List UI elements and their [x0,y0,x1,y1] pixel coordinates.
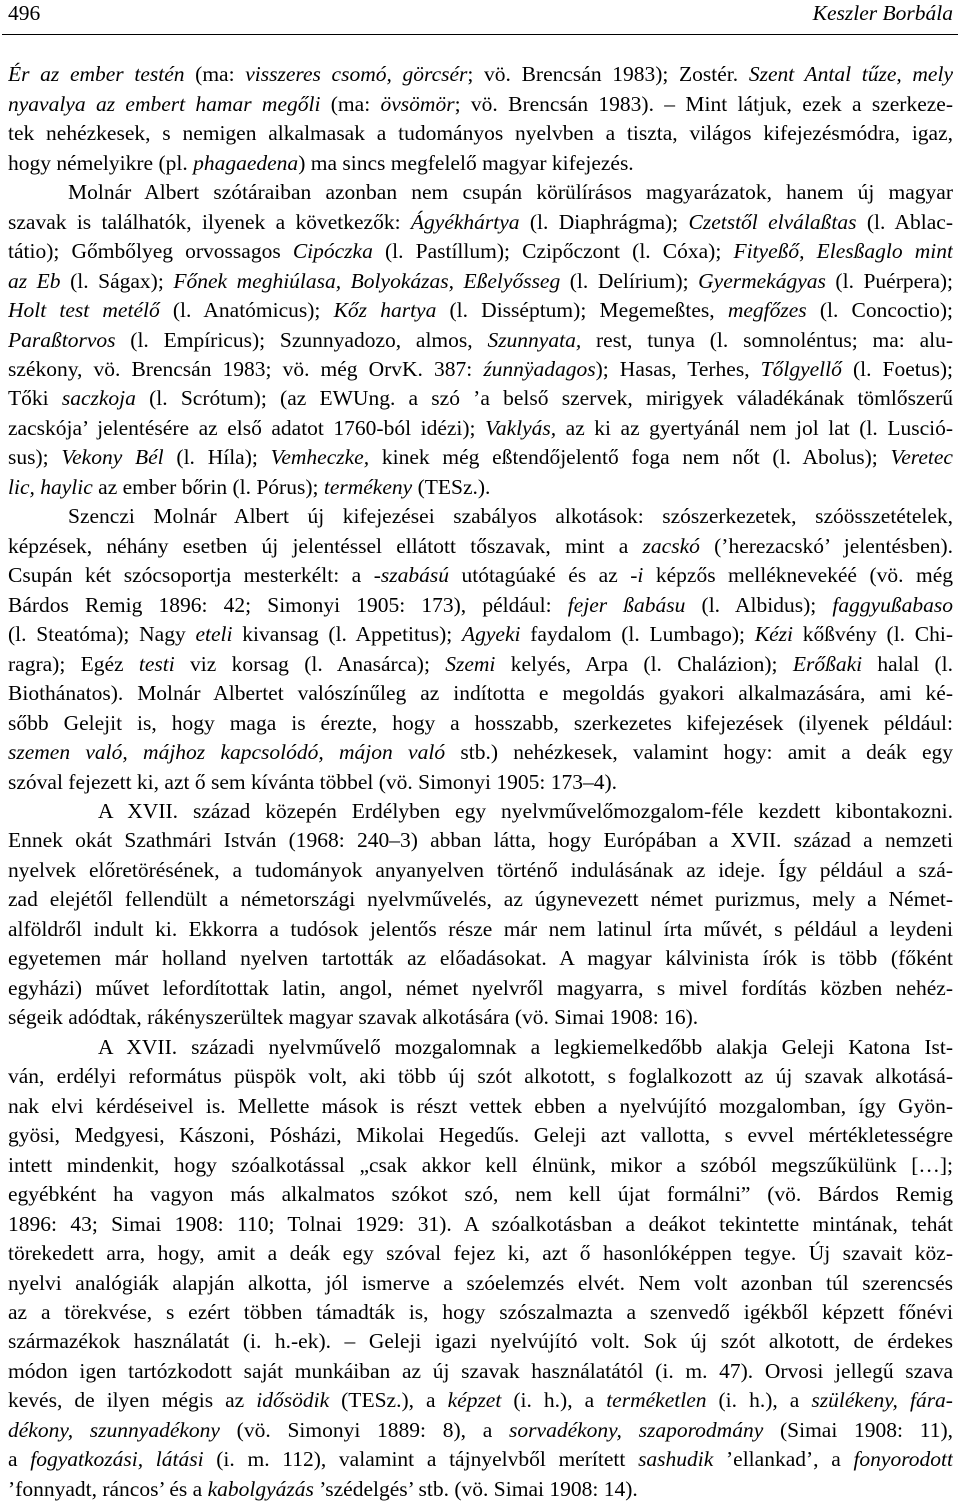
paragraph [8,502,953,797]
text-run: 1896: 43; Simai 1908: 110; Tolnai 1929: 31). A szóalkotásban a deákot tekintette mintának, tehát [8,1211,953,1236]
text-run: kevés, de ilyen mégis az [8,1388,257,1413]
text-line [8,561,953,590]
text-run: (l. Híla); [163,445,271,470]
text-line [8,149,953,178]
italic-text: Czetstől elválaßtas [688,209,857,234]
text-line [8,1121,953,1150]
italic-text: eteli [195,622,233,647]
text-run: (vö. Simonyi 1889: 8), a [219,1417,510,1442]
italic-text: Kőz hartya [333,298,437,323]
italic-text: képzet [447,1388,502,1413]
italic-text: Paraßtorvos [8,327,116,352]
text-line [8,473,953,502]
text-line [8,1298,953,1327]
text-line [8,532,953,561]
text-line [8,237,953,266]
text-run: ragra); Egéz [8,651,139,676]
page-number: 496 [8,1,41,25]
italic-text: Agyeki [462,622,521,647]
text-run: Csupán két szócsoportja mesterkélt: a [8,563,374,588]
paragraph [8,1033,953,1505]
text-run: (l. Steatóma); Nagy [8,622,196,647]
text-run: (ma: [320,91,381,116]
text-run: Bárdos Remig 1896: 42; Simonyi 1905: 173), például: [8,592,568,617]
text-run: ) ma sincs megfelelő magyar kifejezés. [298,150,634,175]
italic-text: kabolgyázás [207,1476,314,1501]
italic-text: Cipóczka [292,239,373,264]
text-line [8,1239,953,1268]
text-run: Szenczi Molnár Albert új kifejezései szabályos alkotások: szószerkezetek, szóösszetételek, [68,504,953,529]
italic-text: Szunnyata, [487,327,582,352]
italic-text: testi [138,651,175,676]
text-line [8,208,953,237]
text-run: kinek még eßtendőjelentő foga nem nőt (l. Abolus); [369,445,891,470]
italic-text: Szent Antal tűze, mely [748,62,953,87]
text-run: az ember bőrin (l. Pórus); [92,474,324,499]
text-run: székony, vö. Brencsán 1983; vö. még OrvK. 387: [8,356,484,381]
text-run: (l. Ságax); [60,268,174,293]
italic-text: Vaklyás, [485,415,557,440]
text-line [8,1445,953,1474]
text-run: sus); [8,445,62,470]
italic-text: visszeres csomó, görcsér [245,62,468,87]
text-line [8,1327,953,1356]
text-run: az a törekvése, s ezért többen támadták is, hogy szószalmazta a szenvedő igékből képzett főnévi [8,1299,953,1324]
text-run: nak elvi kérdéseivel is. Mellette mások is részt vettek ebben a nyelvújító mozgalomban, így Gyön- [8,1093,953,1118]
text-run: ; vö. Brencsán 1983). – Mint látjuk, ezek a szerkeze- [454,91,953,116]
italic-text: saczkoja [61,386,136,411]
italic-text: Vemheczke, [270,445,370,470]
text-run: módon igen tartózkodott saját munkáiban az új szavak használatától (i. m. 47). Orvosi jellegű szava [8,1358,953,1383]
text-line [8,1269,953,1298]
text-run: (ma: [184,62,246,87]
italic-text: Erőßaki [792,651,863,676]
text-run: halal (l. [862,651,953,676]
italic-text: -i [630,563,644,588]
text-run: (l. Foetus); [841,356,953,381]
italic-text: lic, haylic [8,474,93,499]
text-run: származékok használatát (i. h.-ek). – Geleji igazi nyelvújító volt. Sok új szót alkotott, de érdekes [8,1329,953,1354]
text-run: (l. Albidus); [685,592,833,617]
italic-text: Holt test metélő [8,298,160,323]
text-line [8,650,953,679]
text-line [8,1386,953,1415]
text-line [8,1062,953,1091]
italic-text: fejer ßabásu [567,592,686,617]
italic-text: Kézi [754,622,793,647]
text-line [8,414,953,443]
text-line [8,709,953,738]
text-run: tátio); Gőmbőlyeg orvossagos [8,239,293,264]
text-run: viz korsag (l. Anasárca); [174,651,446,676]
text-line [8,443,953,472]
text-run: (l. Diaphrágma); [519,209,689,234]
italic-text: zacskó [642,533,700,558]
text-line [8,119,953,148]
text-line [8,1151,953,1180]
italic-text: idősödik [256,1388,330,1413]
text-run: nyelvek előretörésének, a tudományok anyanyelven történő indulásának az ideje. Így például a szá- [8,857,953,882]
text-run: (i. h.), a [706,1388,812,1413]
text-run: (l. Ablac- [856,209,953,234]
text-run: ségeik adódtak, rákényszerültek magyar szavak alkotására (vö. Simai 1908: 16). [8,1005,699,1030]
text-run: Biothánatos). Molnár Albertet valószínűleg az indította e megoldás gyakori alkalmazására, ami ké- [8,681,953,706]
text-line [8,178,953,207]
italic-text: faggyußabaso [832,592,953,617]
text-run: (l. Delírium); [560,268,699,293]
text-line [8,296,953,325]
text-run: stb.) nehézkesek, valamint hogy: amit a deák egy [445,740,953,765]
italic-text: fonyorodott [853,1447,953,1472]
text-run: zad elejétől fellendült a németországi nyelvművelés, az úgynevezett német purizmus, mely a Német- [8,887,953,912]
text-line [8,502,953,531]
italic-text: Vekony Bél [61,445,164,470]
italic-text: Főnek meghiúlasa, Bolyokázas, Eßelyősseg [173,268,561,293]
text-run: kivansag (l. Appetitus); [232,622,462,647]
text-run: nyelvi analógiák alapján alkotta, jól ismerve a szóelemzés elvét. Nem volt azonban túl szerencsés [8,1270,953,1295]
text-run: faydalom (l. Lumbago); [520,622,755,647]
text-line [8,384,953,413]
text-run: képzős melléknevekéé (vö. még [643,563,953,588]
text-run: ’szédelgés’ stb. (vö. Simai 1908: 14). [313,1476,638,1501]
italic-text: -szabású [373,563,449,588]
text-line [8,90,953,119]
text-run: szóval fejezett ki, azt ő sem kívánta többel (vö. Simonyi 1905: 173–4). [8,769,618,794]
text-run: ván, erdélyi református püspök volt, aki több új szót alkotott, s foglalkozott az új szavak alkotásá- [8,1064,953,1089]
text-run: (l. Disséptum); Megemeßtes, [436,298,728,323]
text-line [8,679,953,708]
text-run: ; vö. Brencsán 1983); Zostér. [467,62,749,87]
text-run: (l. Pastíllum); Czipőczont (l. Cóxa); [372,239,734,264]
italic-text: Fityeßő, Elesßaglo mint [733,239,953,264]
text-run: tek nehézkesek, s nemigen alkalmasak a tudományos nyelvben a tiszta, világos kifejezésmódra, igaz, [8,121,953,146]
text-run: (’herezacskó’ jelentésben). [699,533,953,558]
italic-text: szülékeny, fára- [811,1388,953,1413]
italic-text: Gyermekágyas [698,268,826,293]
text-line [8,738,953,767]
text-line [8,974,953,1003]
text-run: alföldről indult ki. Ekkorra a tudósok jelentős része már nem latinul írta művét, s például a leydeni [8,916,953,941]
text-run: ’fonnyadt, ráncos’ és a [8,1476,208,1501]
text-line [8,1180,953,1209]
text-line [8,885,953,914]
paragraph [8,60,953,178]
text-run: A XVII. század közepén Erdélyben egy nyelvművelőmozgalom-féle kezdett kibontakozni. [98,799,953,824]
text-line [8,1357,953,1386]
text-run: sőbb Gelejit is, hogy maga is érezte, hogy a hosszabb, szerkezetes kifejezések (ilyenek például: [8,710,953,735]
text-run: intett mindenkit, hogy szóalkotással „csak akkor kell élnünk, mikor a szóból megszűkülünk […]; [8,1152,953,1177]
text-run: A XVII. századi nyelvművelő mozgalomnak a legkiemelkedőbb alakja Geleji Katona Ist- [98,1034,953,1059]
text-line [8,267,953,296]
text-run: (l. Empíricus); Szunnyadozo, almos, [115,327,488,352]
italic-text: megfőzes [727,298,807,323]
text-run: (l. Puérpera); [825,268,953,293]
text-run: Tőki [8,386,62,411]
text-run: hogy némelyikre (pl. [8,150,194,175]
italic-text: nyavalya az embert hamar megőli [8,91,321,116]
text-run: a [8,1447,31,1472]
text-run: rest, tunya (l. somnoléntus; ma: alu- [581,327,953,352]
italic-text: Ér az ember testén [8,62,185,87]
italic-text: sashudik [638,1447,714,1472]
text-line [8,797,953,826]
paragraph [8,178,953,502]
text-run: az ki az gyertyánál nem jol lat (l. Lusció- [556,415,953,440]
text-line [8,620,953,649]
text-run: szavak is találhatók, ilyenek a következők: [8,209,411,234]
text-run: egyházi) művet lefordítottak latin, angol, német nyelvről magyarra, s mivel fordítás közben nehéz- [8,975,953,1000]
text-run: (i. m. 112), valamint a tájnyelvből merített [203,1447,639,1472]
italic-text: Veretec [890,445,953,470]
italic-text: dékony, szunnyadékony [8,1417,220,1442]
italic-text: phagaedena [193,150,299,175]
text-run: gyösi, Medgyesi, Kászoni, Pósházi, Mikolai Hegedűs. Geleji azt vallotta, s evvel mértékletességre [8,1123,953,1148]
italic-text: termékeny [323,474,413,499]
text-run: egyetemen már holland nyelven tartották az előadásokat. A magyar kálvinista írók is több (főként [8,946,953,971]
text-run: kelyés, Arpa (l. Chalázion); [495,651,793,676]
text-run: zacskója’ jelentésére az első adatot 1760-ból idézi); [8,415,486,440]
text-run: (l. Scrótum); (az EWUng. a szó ’a belső szervek, mirigyek váladékának tömlőszerű [135,386,953,411]
body-text [8,60,953,1504]
paragraph [8,797,953,1033]
header-rule [2,34,958,35]
text-run: képzések, néhány esetben új jelentéssel ellátott tőszavak, mint a [8,533,643,558]
italic-text: źunnÿadagos [483,356,596,381]
running-title: Keszler Borbála [812,1,953,25]
italic-text: szemen való, májhoz kapcsolódó, májon való [8,740,446,765]
text-run: (l. Concoctio); [806,298,953,323]
text-line [8,355,953,384]
italic-text: Tőlgyellő [760,356,842,381]
italic-text: övsömör [380,91,455,116]
italic-text: sorvadékony, szaporodmány [509,1417,764,1442]
text-line [8,1003,953,1032]
text-run: ’ellankad’, a [713,1447,854,1472]
text-run: ); Hasas, Terhes, [595,356,761,381]
italic-text: fogyatkozási, látási [30,1447,204,1472]
text-line [8,1033,953,1062]
italic-text: Ágyékhártya [410,209,520,234]
text-run: egyébként ha vagyon más alkalmatos szókot szó, nem kell újat formálni” (vö. Bárdos Remig [8,1182,953,1207]
italic-text: Szemi [445,651,496,676]
text-line [8,591,953,620]
text-run: (Simai 1908: 11), [763,1417,953,1442]
text-line [8,768,953,797]
text-run: (TESz.), a [329,1388,448,1413]
text-line [8,856,953,885]
text-line [8,1092,953,1121]
italic-text: terméketlen [606,1388,707,1413]
text-line [8,944,953,973]
text-run: Ennek okát Szathmári István (1968: 240–3) abban látta, hogy Európában a XVII. század a nemzeti [8,828,953,853]
text-run: kőßvény (l. Chi- [792,622,953,647]
running-header [8,0,953,26]
text-line [8,1416,953,1445]
italic-text: az Eb [8,268,61,293]
text-run: (TESz.). [412,474,491,499]
text-line [8,826,953,855]
text-run: (i. h.), a [501,1388,607,1413]
text-run: utótagúaké és az [448,563,631,588]
text-run: Molnár Albert szótáraiban azonban nem csupán körülírásos magyarázatok, hanem új magyar [68,180,953,205]
text-line [8,60,953,89]
text-line [8,1475,953,1504]
text-run: törekedett arra, hogy, amit a deák egy szóval fejez ki, azt ő hasonlóképpen tegye. Új szavait köz- [8,1241,953,1266]
text-run: (l. Anatómicus); [159,298,334,323]
text-line [8,1210,953,1239]
text-line [8,326,953,355]
text-line [8,915,953,944]
